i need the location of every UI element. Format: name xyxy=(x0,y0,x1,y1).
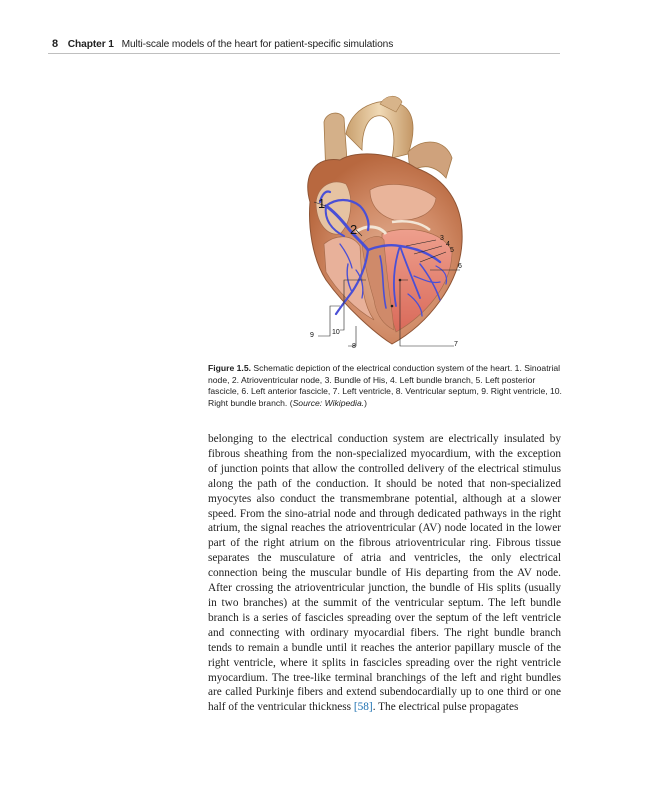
chapter-title: Multi-scale models of the heart for patient-specific simulations xyxy=(121,39,394,50)
page-number: 8 xyxy=(52,38,59,50)
running-header xyxy=(52,38,560,50)
aorta-arch xyxy=(346,101,413,158)
callout-10: 10 xyxy=(332,329,340,336)
leader-dot xyxy=(391,305,394,308)
figure xyxy=(296,94,476,352)
leader-dot xyxy=(399,279,402,282)
caption-text: Schematic depiction of the electrical conduction system of the heart. 1. Sinoatrial node, 2. Atrioventricular node, 3. Bundle of His, 4. Left bundle branch, 5. Left posterior fascicle, 6. Left anterior fascicle, 7. Left ventricle, 8. Ventricular septum, 9. Right ventricle, 10. Right bundle branch. ( xyxy=(208,363,562,408)
body-text: belonging to the electrical conduction system are electrically insulated by fibrous sheathing from the non-specialized myocardium, with the exception of junction points that allow the controlled delivery of the electrical stimulus along the path of the conduction. It should be noted that non-specialized myocytes also conduct the transmembrane potential, although at a slower speed. From the sino-atrial node and through dedicated pathways in the right atrium, the signal reaches the atrioventricular (AV) node located in the lower part of the right atrium on the fibrous atrioventricular ring. Fibrous tissue separates the musculature of atria and ventricles, the only electrical connection being the muscular bundle of His departing from the AV node. After crossing the atrioventricular junction, the bundle of His splits (usually in two branches) at the summit of the ventricular septum. The left bundle branch is a series of fascicles spreading over the septum of the left ventricle and connecting with ordinary myocardial fibers. The right bundle branch tends to remain a bundle until it reaches the anterior papillary muscle of the right ventricle, where it splits in fascicles spreading over the right ventricle myocardium. The tree-like terminal branchings of the left and right bundles are called Purkinje fibers and extend subendocardially up to one third or one half of the ventricular thickness xyxy=(208,433,561,714)
figure-caption xyxy=(208,363,568,409)
body-paragraph xyxy=(208,432,561,715)
callout-4: 4 xyxy=(446,241,450,248)
header-rule xyxy=(48,53,560,54)
caption-source: Source: Wikipedia. xyxy=(292,397,365,408)
caption-close: ) xyxy=(364,397,368,408)
callout-9: 9 xyxy=(310,332,314,339)
chapter-label: Chapter 1 xyxy=(67,39,114,50)
callout-3: 3 xyxy=(440,235,444,242)
citation-link[interactable]: [58] xyxy=(353,701,373,714)
callout-8: 8 xyxy=(352,343,356,350)
callout-2: 2 xyxy=(350,222,358,237)
callout-6: 6 xyxy=(458,263,462,270)
body-text-end: . The electrical pulse propagates xyxy=(372,701,519,714)
heart-conduction-illustration xyxy=(296,94,476,352)
figure-label: Figure 1.5. xyxy=(208,363,251,373)
callout-1: 1 xyxy=(318,196,326,211)
callout-5: 5 xyxy=(450,247,454,254)
callout-7: 7 xyxy=(454,341,458,348)
